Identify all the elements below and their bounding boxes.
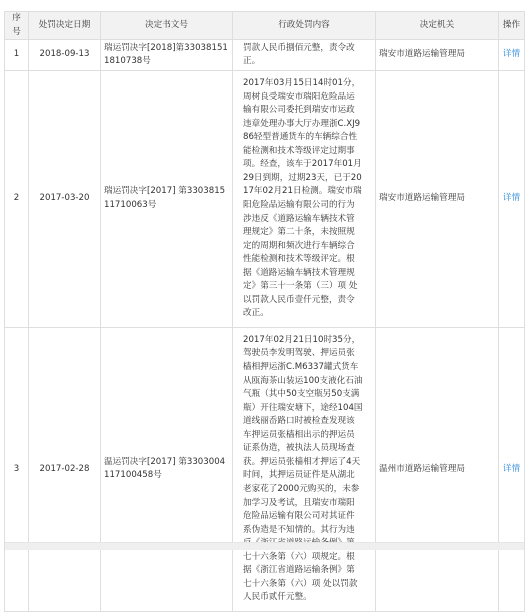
row-content: 2017年02月21日10时35分，驾驶员李发明驾驶、押运员张樯相押运浙C.M6337罐式货车从瓯海茶山装运100支液化石油气瓶（其中50支空瓶另50支满瓶）开往瑞安塘下，途经104国道线丽岙路口时被检查发现该车押运员张樯相出示的押运员证系伪造，被执法人员现场查获。押运员张樯相才押运了4天时间，其押运员证件是从湖北老家花了2000元购买的，未参加学习及考试，且瑞安市瑞阳危险品运输有限公司对其证件系伪造是不知情的。其行为违 七十六条第（六）项规定。根据《浙江省道路运输条例》第七十六条第（六）项 处以罚款人民币贰仟元整。 — [233, 327, 376, 611]
row-date: 2017-03-20 — [29, 71, 101, 328]
penalty-table — [4, 11, 525, 612]
row-authority: 瑞安市道路运输管理局 — [376, 71, 499, 328]
row-index: 1 — [5, 40, 29, 71]
detail-link[interactable]: 详情 — [502, 463, 521, 474]
row-action-cell — [499, 327, 525, 611]
row-date: 2017-02-28 — [29, 327, 101, 611]
table-row — [5, 71, 525, 328]
row-index: 3 — [5, 327, 29, 611]
table-row — [5, 327, 525, 611]
penalty-table-container — [4, 11, 524, 612]
detail-link[interactable]: 详情 — [502, 49, 521, 60]
row-doc-no: 瑞运罚决字[2017] 第330381511710063号 — [101, 71, 233, 328]
row-authority: 瑞安市道路运输管理局 — [376, 40, 499, 71]
table-row — [5, 40, 525, 71]
header-action: 操作 — [499, 12, 525, 40]
row-action-cell — [499, 71, 525, 328]
row-authority: 温州市道路运输管理局 — [376, 327, 499, 611]
header-content: 行政处罚内容 — [233, 12, 376, 40]
header-doc-no: 决定书文号 — [101, 12, 233, 40]
header-date: 处罚决定日期 — [29, 12, 101, 40]
detail-link[interactable]: 详情 — [502, 193, 521, 204]
row-content: 2017年03月15日14时01分，周树良受瑞安市瑞阳危险品运输有限公司委托到瑞安市运政违章处理办事大厅办理浙C.XJ986轻型普通货车的车辆综合性能检测和技术等级评定过期事项。经查，该车于2017年01月29日到期，过期23天，已于2017年02月21日检测。瑞安市瑞阳危险品运输有限公司的行为涉违反《道路运输车辆技术管理规定》第二十条，未按照规定的周期和频次进行车辆综合性能检测和技术等级评定。根据《道路运输车辆技术管理规定》第三十一条第（三）项 处以罚款人民币壹仟元整，责令改正。 — [233, 71, 376, 328]
row-doc-no: 温运罚决字[2017] 第330300411710045​8号 — [101, 327, 233, 611]
header-authority: 决定机关 — [376, 12, 499, 40]
row-action-cell — [499, 40, 525, 71]
header-index: 序号 — [5, 12, 29, 40]
row-doc-no: 瑞运罚决字[2018]第330381511810738号 — [101, 40, 233, 71]
table-header-row — [5, 12, 525, 40]
row-date: 2018-09-13 — [29, 40, 101, 71]
horizontal-scrollbar[interactable] — [5, 542, 524, 550]
row-index: 2 — [5, 71, 29, 328]
row-content: 罚款人民币捌佰元整，责令改正。 — [233, 40, 376, 71]
